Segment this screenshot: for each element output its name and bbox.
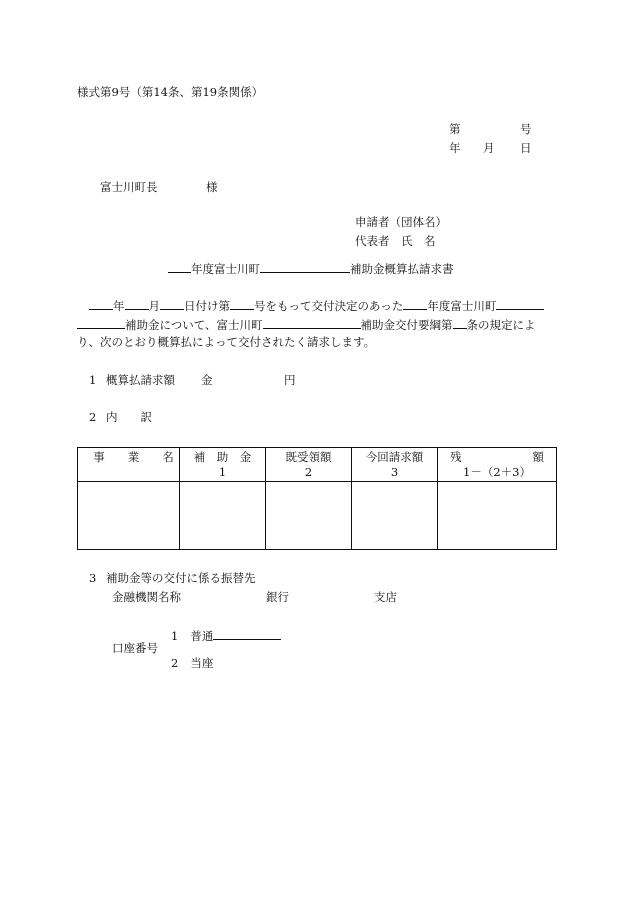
body-text: 月 <box>148 299 160 313</box>
body-line-3: り、次のとおり概算払によって交付されたく請求します。 <box>77 335 376 349</box>
name-label: 氏 名 <box>401 234 436 248</box>
date-day-label: 日 <box>520 141 532 155</box>
bank-name-label: 金融機関名称 <box>112 590 181 604</box>
addressee-name: 富士川町長 <box>100 180 158 194</box>
section1-number: 1 <box>89 373 97 387</box>
header-label: 事 業 名 <box>93 450 174 464</box>
option-number: 2 <box>171 656 179 670</box>
header-index: 2 <box>304 465 313 479</box>
form-id: 様式第9号（第14条、第19条関係） <box>77 85 264 99</box>
cell-received[interactable] <box>266 482 352 550</box>
header-project-name <box>78 448 180 482</box>
cell-project-name[interactable] <box>78 482 180 550</box>
option-label: 普通 <box>190 629 214 643</box>
option-label: 当座 <box>190 656 214 670</box>
number-suffix: 号 <box>520 122 532 136</box>
body-text: 条の規定によ <box>466 318 536 332</box>
table-row <box>78 482 557 550</box>
body-text: 号をもって交付決定のあった <box>254 299 404 313</box>
header-index: 1 <box>218 465 227 479</box>
branch-label: 支店 <box>374 590 397 604</box>
cell-current-request[interactable] <box>352 482 438 550</box>
option-number: 1 <box>171 629 179 643</box>
decision-day-blank[interactable] <box>160 298 184 310</box>
decision-year-blank[interactable] <box>89 298 113 310</box>
header-received <box>266 448 352 482</box>
header-label-right: 額 <box>532 450 544 464</box>
header-label: 既受領額 <box>285 450 332 464</box>
section2-number: 2 <box>89 410 97 424</box>
subsidy-name-blank[interactable] <box>260 261 350 273</box>
ordinary-account-number-blank[interactable] <box>213 628 281 640</box>
body-fiscal-year-blank[interactable] <box>403 298 427 310</box>
body-text: 年度富士川町 <box>427 299 497 313</box>
cell-subsidy[interactable] <box>180 482 266 550</box>
header-subsidy <box>180 448 266 482</box>
section2-label: 内 訳 <box>106 410 152 424</box>
breakdown-table <box>77 447 557 550</box>
decision-number-blank[interactable] <box>230 298 254 310</box>
header-label: 補 助 金 <box>193 450 252 464</box>
number-label: 第 <box>449 122 461 136</box>
header-label <box>438 448 556 465</box>
date-year-label: 年 <box>449 141 461 155</box>
body-guideline-name-blank[interactable] <box>263 317 361 329</box>
cell-balance[interactable] <box>438 482 557 550</box>
header-index: 3 <box>390 465 399 479</box>
account-option-current <box>171 657 213 671</box>
header-label-left: 残 <box>450 450 462 464</box>
title-request-name: 補助金概算払請求書 <box>350 262 454 276</box>
body-text: 年 <box>113 299 125 313</box>
header-current-request <box>352 448 438 482</box>
section3-label: 補助金等の交付に係る振替先 <box>106 571 256 585</box>
requester-label: 申請者（団体名） <box>355 215 447 229</box>
body-line-1 <box>89 298 544 314</box>
body-text: 日付け第 <box>184 299 230 313</box>
document-title <box>168 261 454 277</box>
decision-month-blank[interactable] <box>125 298 149 310</box>
title-nendo: 年度富士川町 <box>191 262 260 276</box>
body-subsidy-name-blank-b[interactable] <box>77 317 125 329</box>
date-month-label: 月 <box>483 141 495 155</box>
section1-kin: 金 <box>201 373 213 387</box>
account-option-ordinary <box>171 628 281 644</box>
body-text: 補助金について、富士川町 <box>125 318 263 332</box>
addressee-honorific: 様 <box>206 180 218 194</box>
account-number-label: 口座番号 <box>112 641 158 655</box>
section3-number: 3 <box>89 571 97 585</box>
representative-label: 代表者 <box>355 234 390 248</box>
body-subsidy-name-blank-a[interactable] <box>496 298 544 310</box>
header-balance <box>438 448 557 482</box>
bank-label: 銀行 <box>266 590 289 604</box>
header-index: 1－（2＋3） <box>463 465 531 479</box>
body-article-blank[interactable] <box>453 317 467 329</box>
section1-label: 概算払請求額 <box>106 373 175 387</box>
body-line-2 <box>77 317 536 333</box>
section1-yen: 円 <box>284 373 296 387</box>
fiscal-year-blank[interactable] <box>168 261 191 273</box>
header-label: 今回請求額 <box>365 450 424 464</box>
table-header-row <box>78 448 557 482</box>
body-text: 補助金交付要綱第 <box>360 318 453 332</box>
